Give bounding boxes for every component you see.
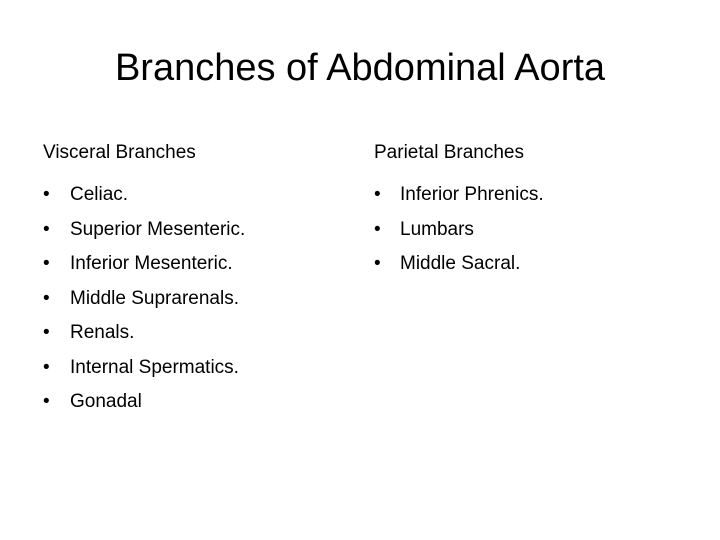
visceral-branches-column bbox=[43, 138, 343, 420]
bullet-icon: • bbox=[374, 184, 381, 205]
list-item-label: Inferior Phrenics. bbox=[400, 184, 544, 205]
bullet-icon: • bbox=[43, 184, 50, 205]
parietal-branches-heading: Parietal Branches bbox=[374, 142, 524, 163]
list-item bbox=[43, 178, 343, 213]
bullet-icon: • bbox=[43, 391, 50, 412]
parietal-branches-column bbox=[374, 138, 674, 282]
list-item-label: Gonadal bbox=[70, 391, 142, 412]
bullet-icon: • bbox=[43, 218, 50, 240]
list-item bbox=[43, 316, 343, 351]
list-item-label: Superior Mesenteric. bbox=[70, 218, 246, 240]
list-item bbox=[43, 385, 343, 420]
bullet-icon: • bbox=[43, 322, 50, 343]
list-item-label: Celiac. bbox=[70, 184, 129, 205]
list-item-label: Middle Suprarenals. bbox=[70, 287, 239, 309]
list-item bbox=[43, 351, 343, 386]
bullet-icon: • bbox=[43, 287, 50, 309]
bullet-icon: • bbox=[374, 253, 381, 274]
list-item bbox=[374, 213, 674, 248]
list-item bbox=[43, 247, 343, 282]
slide-title: Branches of Abdominal Aorta bbox=[114, 47, 606, 89]
list-item bbox=[43, 213, 343, 248]
parietal-branches-list bbox=[374, 178, 674, 282]
list-item bbox=[374, 247, 674, 282]
list-item-label: Inferior Mesenteric. bbox=[70, 253, 233, 274]
list-item-label: Internal Spermatics. bbox=[70, 356, 239, 378]
list-item-label: Renals. bbox=[70, 322, 135, 343]
visceral-branches-heading: Visceral Branches bbox=[43, 142, 196, 163]
bullet-icon: • bbox=[374, 218, 381, 240]
list-item bbox=[374, 178, 674, 213]
bullet-icon: • bbox=[43, 253, 50, 274]
bullet-icon: • bbox=[43, 356, 50, 378]
list-item-label: Lumbars bbox=[400, 218, 474, 240]
visceral-branches-list bbox=[43, 178, 343, 420]
list-item bbox=[43, 282, 343, 317]
list-item-label: Middle Sacral. bbox=[400, 253, 521, 274]
